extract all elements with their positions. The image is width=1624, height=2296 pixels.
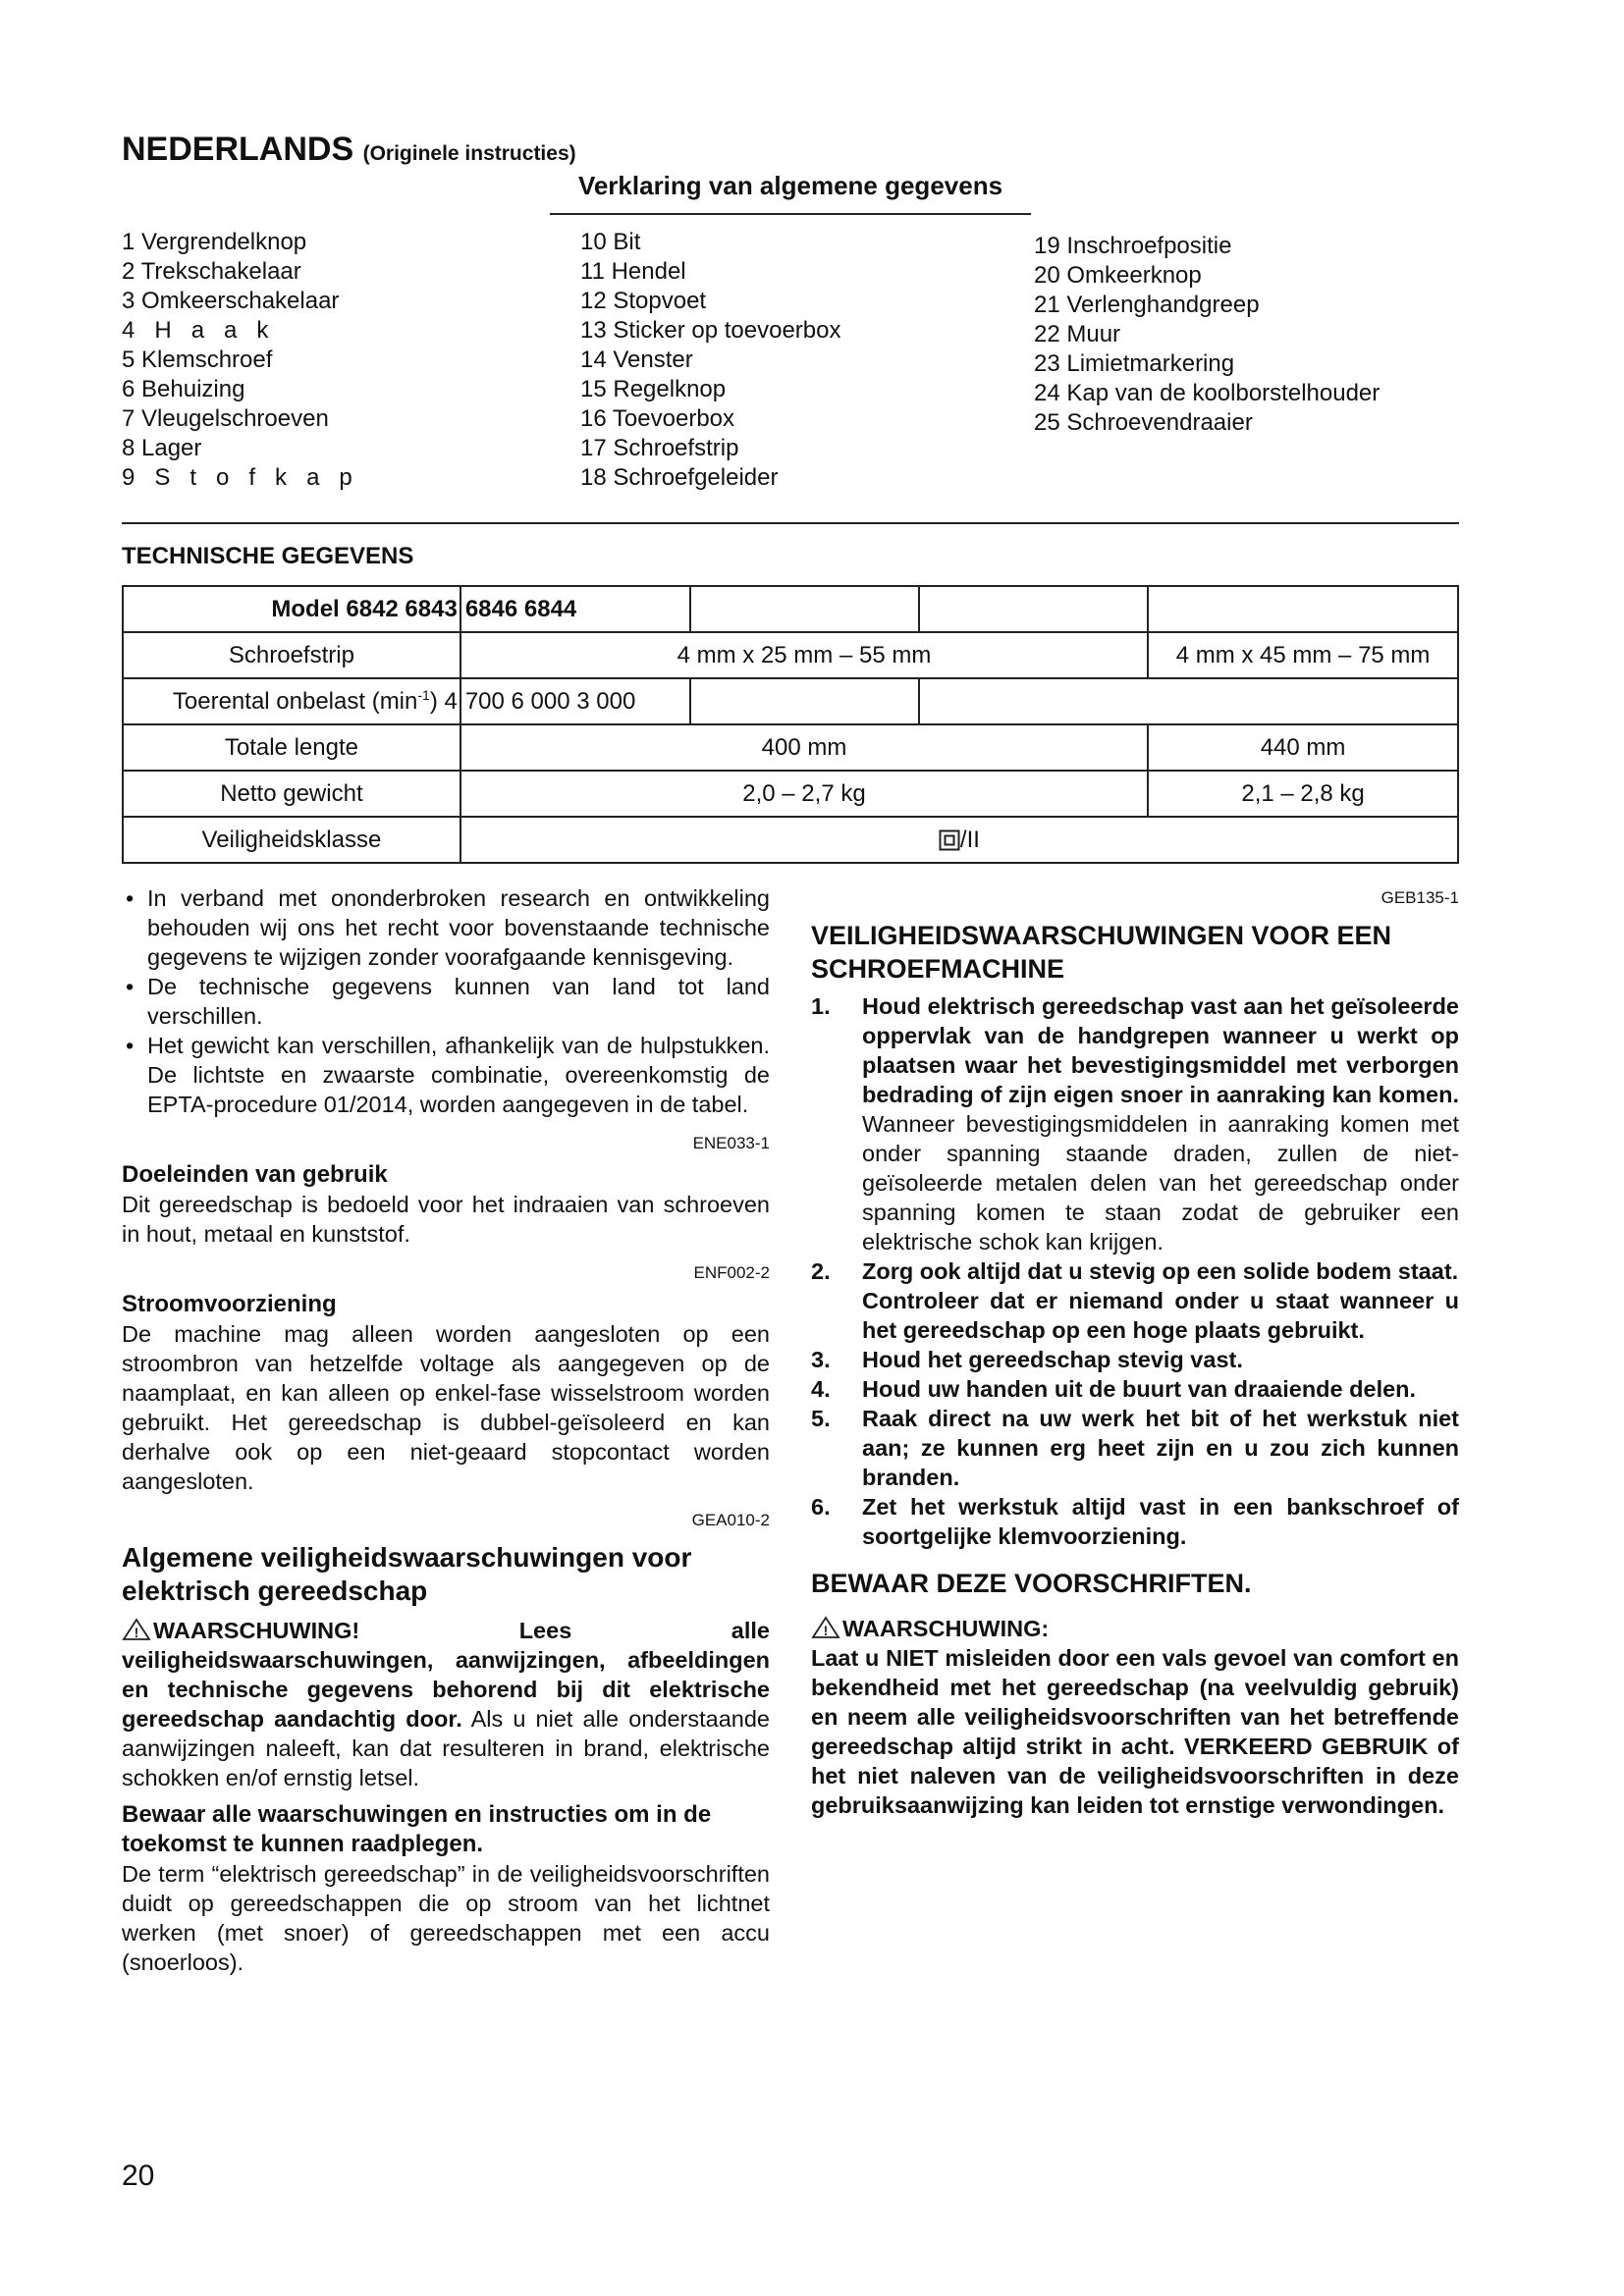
- reference-code: ENF002-2: [693, 1263, 770, 1282]
- general-warning: [122, 1616, 770, 1792]
- list-item: [811, 1404, 1459, 1492]
- svg-text:!: !: [134, 1625, 139, 1640]
- list-item: • Het gewicht kan verschillen, afhankelijk van de hulpstukken. De lichtste en zwaarste combinatie, overeenkomstig de EPTA-procedure 01/2014, worden aangegeven in de tabel.: [126, 1033, 770, 1117]
- part-item: 9 S t o f k a p: [122, 464, 352, 491]
- keep-rules-title: BEWAAR DEZE VOORSCHRIFTEN.: [811, 1569, 1252, 1598]
- part-item: 10 Bit: [580, 229, 641, 255]
- use-text: Dit gereedschap is bedoeld voor het indraaien van schroeven in hout, metaal en kunststof.: [122, 1192, 770, 1247]
- bullet-text: De technische gegevens kunnen van land tot land verschillen.: [147, 974, 770, 1029]
- table-row: [123, 817, 1458, 863]
- part-item: 4 H a a k: [122, 317, 269, 344]
- part-item: 6 Behuizing: [122, 376, 245, 402]
- part-item: 7 Vleugelschroeven: [122, 405, 329, 432]
- part-item: 16 Toevoerbox: [580, 405, 735, 432]
- power-text: De machine mag alleen worden aangesloten op een stroombron van hetzelfde voltage als aangegeven op de naamplaat, en kan alleen op enkel-fase wisselstroom worden gebruikt. Het gereedschap is dubbel-geïsoleerd en kan derhalve ook op een niet-geaard stopcontact worden aangesloten.: [122, 1321, 770, 1494]
- warning-triangle-icon: [122, 1618, 151, 1641]
- item-bold: Zorg ook altijd dat u stevig op een solide bodem staat.: [862, 1258, 1459, 1284]
- item-number: 3.: [811, 1347, 831, 1372]
- reference-code: GEB135-1: [1380, 888, 1459, 907]
- empty-cell: [690, 678, 919, 724]
- left-column: [122, 883, 770, 1977]
- speed-label: Toerental onbelast (min: [172, 688, 418, 715]
- item-number: 5.: [811, 1406, 831, 1431]
- warning-label: [811, 1614, 1459, 1643]
- keep-instructions-title: Bewaar alle waarschuwingen en instructies om in de toekomst te kunnen raadplegen.: [122, 1801, 712, 1857]
- parts-list-col1: [122, 228, 352, 493]
- speed-close: ) 4: [429, 688, 458, 715]
- part-item: 20 Omkeerknop: [1034, 262, 1202, 289]
- part-item: 19 Inschroefpositie: [1034, 233, 1232, 259]
- part-item: 2 Trekschakelaar: [122, 258, 301, 285]
- item-bold: Houd uw handen uit de buurt van draaiende delen.: [862, 1376, 1417, 1402]
- weight-b-cell: 2,1 – 2,8 kg: [1148, 771, 1458, 817]
- item-bold: Houd het gereedschap stevig vast.: [862, 1347, 1243, 1372]
- empty-cell: [919, 586, 1148, 632]
- model-label-cell: Model 6842 6843: [123, 586, 460, 632]
- parts-list-col2: [580, 228, 841, 493]
- list-item: [811, 1286, 1459, 1345]
- part-item: 25 Schroevendraaier: [1034, 409, 1253, 436]
- length-label-cell: Totale lengte: [123, 724, 460, 771]
- weight-a-cell: 2,0 – 2,7 kg: [460, 771, 1148, 817]
- item-bold: Controleer dat er niemand onder u staat wanneer u het gereedschap op een hoge plaats gebruikt.: [862, 1288, 1459, 1343]
- item-text: Wanneer bevestigingsmiddelen in aanraking komen met onder spanning staande draden, zullen de niet-geïsoleerde metalen delen van het gereedschap onder spanning komen te staan zodat de gebruiker een elektrische schok kan krijgen.: [862, 1111, 1459, 1255]
- list-item: • De technische gegevens kunnen van land tot land verschillen.: [126, 974, 770, 1029]
- double-insulation-icon: [939, 829, 960, 851]
- general-safety-title: Algemene veiligheidswaarschuwingen voor elektrisch gereedschap: [122, 1542, 692, 1606]
- screw-b-cell: 4 mm x 45 mm – 75 mm: [1148, 632, 1458, 678]
- class-value: /II: [959, 826, 980, 853]
- specs-table: [122, 585, 1459, 864]
- table-row: [123, 724, 1458, 771]
- part-item: 14 Venster: [580, 347, 693, 373]
- item-number: 2.: [811, 1258, 831, 1284]
- safety-list: [811, 991, 1459, 1551]
- model-rest-cell: 6846 6844: [460, 586, 690, 632]
- bullet-text: In verband met ononderbroken research en ontwikkeling behouden wij ons het recht voor bovenstaande technische gegevens te wijzigen zonder voorafgaande kennisgeving.: [147, 885, 770, 970]
- list-item: [811, 1492, 1459, 1551]
- list-item: [811, 991, 1459, 1256]
- screw-label-cell: Schroefstrip: [123, 632, 460, 678]
- page-number: 20: [122, 2160, 155, 2192]
- language-subtitle: (Originele instructies): [362, 142, 576, 165]
- part-item: 23 Limietmarkering: [1034, 350, 1235, 377]
- length-b-cell: 440 mm: [1148, 724, 1458, 771]
- screwdriver-safety-title: VEILIGHEIDSWAARSCHUWINGEN VOOR EEN SCHROEFMACHINE: [811, 921, 1392, 984]
- empty-cell: [919, 678, 1458, 724]
- item-bold: Raak direct na uw werk het bit of het werkstuk niet aan; ze kunnen erg heet zijn en u zou zich kunnen branden.: [862, 1406, 1459, 1490]
- table-row: [123, 586, 1458, 632]
- part-item: 5 Klemschroef: [122, 347, 273, 373]
- warning-text: Laat u NIET misleiden door een vals gevoel van comfort en bekendheid met het gereedschap (na veelvuldig gebruik) en neem alle veiligheidsvoorschriften van het betreffende gereedschap altijd strikt in acht. VERKEERD GEBRUIK of het niet naleven van de veiligheidsvoorschriften in deze gebruiksaanwijzing kan leiden tot ernstige verwondingen.: [811, 1645, 1459, 1818]
- speed-rest-cell: 700 6 000 3 000: [460, 678, 690, 724]
- class-value-cell: [460, 817, 1458, 863]
- empty-cell: [690, 586, 919, 632]
- part-item: 21 Verlenghandgreep: [1034, 292, 1260, 318]
- bullet-text: Het gewicht kan verschillen, afhankelijk van de hulpstukken. De lichtste en zwaarste combinatie, overeenkomstig de EPTA-procedure 01/2014, worden aangegeven in de tabel.: [147, 1033, 770, 1117]
- item-number: 6.: [811, 1494, 831, 1520]
- list-item: • In verband met ononderbroken research en ontwikkeling behouden wij ons het recht voor bovenstaande technische gegevens te wijzigen zonder voorafgaande kennisgeving.: [126, 885, 770, 970]
- power-title: Stroomvoorziening: [122, 1291, 337, 1317]
- general-warning-rest: Als u niet alle onderstaande aanwijzingen naleeft, kan dat resulteren in brand, elektrische schokken en/of ernstig letsel.: [122, 1706, 770, 1790]
- keep-instructions-text: De term “elektrisch gereedschap” in de veiligheidsvoorschriften duidt op gereedschappen die op stroom van het lichtnet werken (met snoer) of gereedschappen met een accu (snoerloos).: [122, 1861, 770, 1975]
- reference-code: ENE033-1: [692, 1134, 770, 1152]
- list-item: [811, 1374, 1459, 1404]
- part-item: 12 Stopvoet: [580, 288, 707, 314]
- part-item: 3 Omkeerschakelaar: [122, 288, 340, 314]
- part-item: 11 Hendel: [580, 258, 686, 285]
- svg-text:!: !: [823, 1623, 829, 1638]
- speed-sup: -1: [417, 687, 430, 703]
- reference-code: GEA010-2: [691, 1511, 770, 1529]
- spec-heading: Verklaring van algemene gegevens: [550, 171, 1031, 215]
- table-row: [123, 771, 1458, 817]
- language-name: NEDERLANDS: [122, 131, 354, 168]
- speed-label-cell: [123, 678, 460, 724]
- part-item: 13 Sticker op toevoerbox: [580, 317, 841, 344]
- right-column: [811, 883, 1459, 1820]
- table-row: [123, 678, 1458, 724]
- item-bold: Houd elektrisch gereedschap vast aan het geïsoleerde oppervlak van de handgrepen wanneer u werkt op plaatsen waar het bevestigingsmiddel met verborgen bedrading of zijn eigen snoer in aanraking kan komen.: [862, 993, 1459, 1107]
- warning-label-text: WAARSCHUWING:: [842, 1616, 1050, 1641]
- item-bold: Zet het werkstuk altijd vast in een bankschroef of soortgelijke klemvoorziening.: [862, 1494, 1459, 1549]
- empty-cell: [1148, 586, 1458, 632]
- warning-triangle-icon: [811, 1616, 840, 1639]
- table-row: [123, 632, 1458, 678]
- part-item: 18 Schroefgeleider: [580, 464, 779, 491]
- language-title: [122, 131, 576, 169]
- part-item: 22 Muur: [1034, 321, 1121, 347]
- parts-list-col3: [1034, 232, 1380, 438]
- part-item: 8 Lager: [122, 435, 202, 461]
- length-a-cell: 400 mm: [460, 724, 1148, 771]
- screw-a-cell: 4 mm x 25 mm – 55 mm: [460, 632, 1148, 678]
- item-number: 4.: [811, 1376, 831, 1402]
- weight-label-cell: Netto gewicht: [123, 771, 460, 817]
- part-item: 24 Kap van de koolborstelhouder: [1034, 380, 1380, 406]
- section-divider: [122, 522, 1459, 524]
- tech-title: TECHNISCHE GEGEVENS: [122, 543, 414, 569]
- part-item: 17 Schroefstrip: [580, 435, 739, 461]
- list-item: [811, 1256, 1459, 1286]
- class-label-cell: Veiligheidsklasse: [123, 817, 460, 863]
- part-item: 1 Vergrendelknop: [122, 229, 307, 255]
- item-number: 1.: [811, 993, 831, 1019]
- use-title: Doeleinden van gebruik: [122, 1161, 388, 1188]
- list-item: [811, 1345, 1459, 1374]
- general-warning-bold: WAARSCHUWING! Lees alle veiligheidswaarschuwingen, aanwijzingen, afbeeldingen en technische gegevens behorend bij dit elektrische gereedschap aandachtig door.: [122, 1618, 770, 1732]
- part-item: 15 Regelknop: [580, 376, 727, 402]
